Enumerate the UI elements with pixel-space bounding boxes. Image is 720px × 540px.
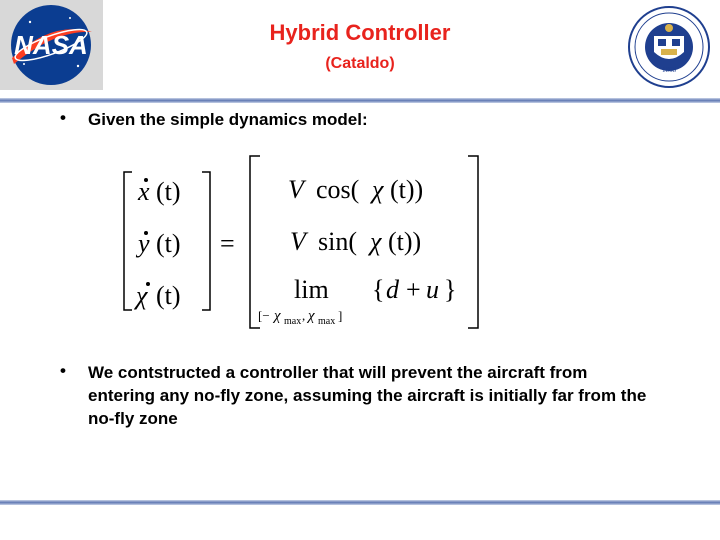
bullet-marker: • — [60, 108, 66, 127]
lim-sub-open: [− — [258, 308, 270, 323]
bottom-divider — [0, 500, 720, 505]
lim-sub-chi2: χ — [308, 308, 315, 324]
top-divider — [0, 98, 720, 103]
lim-sub-max1: max — [284, 316, 302, 327]
rhs-row1-chi: χ — [372, 175, 384, 204]
rhs-row2-func: sin( — [318, 227, 357, 256]
set-plus: + — [406, 275, 421, 304]
rhs-row3-lim: lim — [294, 275, 329, 304]
rhs-row1-arg: (t)) — [390, 175, 424, 204]
rhs-row2-v: V — [290, 227, 306, 256]
slide-title: Hybrid Controller — [269, 20, 451, 45]
set-u: u — [426, 275, 439, 304]
dynamics-equation — [110, 148, 490, 333]
set-d: d — [386, 275, 399, 304]
bullet-marker: • — [60, 361, 66, 380]
bullet-text-model: Given the simple dynamics model: — [88, 110, 368, 129]
lim-sub-chi1: χ — [274, 308, 281, 324]
lim-sub-close: ] — [338, 308, 343, 323]
rhs-row1-v: V — [288, 175, 304, 204]
lhs-chi: χ — [136, 281, 148, 310]
lhs-x: x — [138, 177, 150, 206]
lhs-y-arg: (t) — [156, 229, 181, 258]
set-close-brace: } — [444, 275, 457, 304]
lhs-x-arg: (t) — [156, 177, 181, 206]
lim-sub-comma: , — [302, 308, 306, 323]
rhs-row2-arg: (t)) — [388, 227, 422, 256]
lhs-y: y — [138, 229, 150, 258]
lhs-chi-arg: (t) — [156, 281, 181, 310]
svg-text:NASA: NASA — [14, 30, 88, 60]
svg-text:1868: 1868 — [662, 66, 676, 74]
lim-sub-max2: max — [318, 316, 336, 327]
rhs-row2-chi: χ — [370, 227, 382, 256]
university-seal-logo — [628, 6, 710, 88]
set-open-brace: { — [372, 275, 385, 304]
equals-sign: = — [220, 229, 235, 258]
slide-subtitle: (Cataldo) — [325, 55, 395, 72]
rhs-row1-func: cos( — [316, 175, 360, 204]
bullet-text-controller: We contstructed a controller that will prevent the aircraft from entering any no-fly zone, assuming the aircraft is initially far from the no-fly zone — [88, 363, 647, 428]
